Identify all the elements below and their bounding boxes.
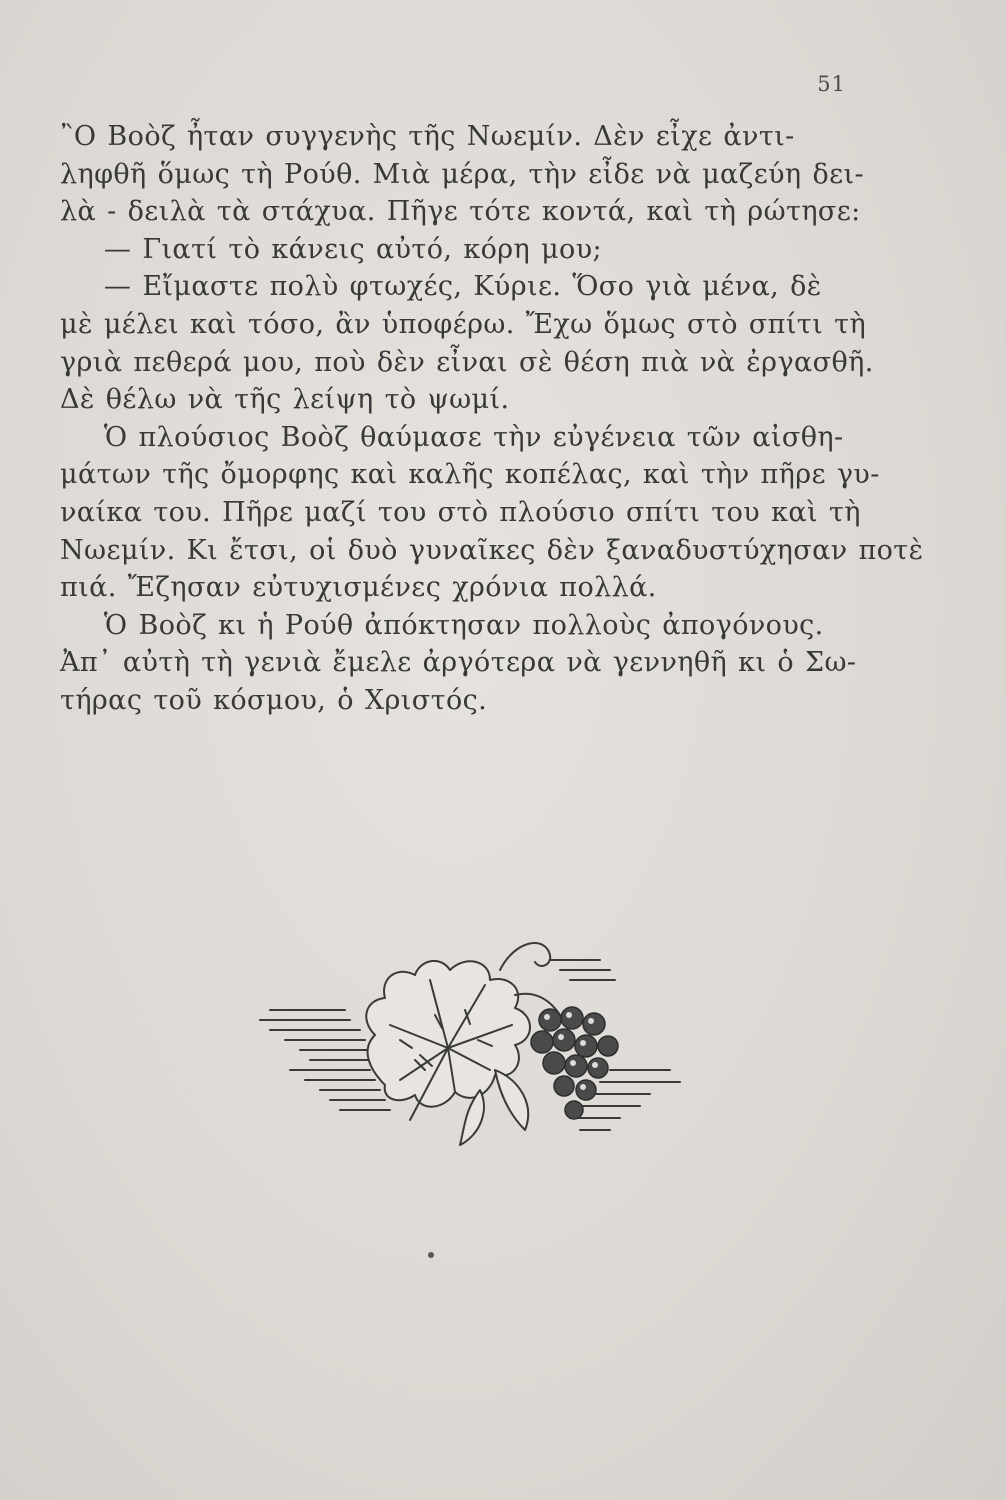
text-line: πιά. Ἔζησαν εὐτυχισμένες χρόνια πολλά.	[60, 572, 657, 604]
text-line: — Γιατί τὸ κάνεις αὐτό, κόρη μου;	[60, 233, 603, 265]
text-line: Νωεμίν. Κι ἔτσι, οἱ δυὸ γυναῖκες δὲν ξαναδυστύχησαν ποτὲ	[60, 534, 924, 566]
text-line: τήρας τοῦ κόσμου, ὁ Χριστός.	[60, 684, 488, 716]
ink-speck	[428, 1252, 434, 1258]
text-line: Ὁ πλούσιος Βοὸζ θαύμασε τὴν εὐγένεια τῶν αἰσθη-	[60, 421, 844, 453]
text-line: Ἀπ᾿ αὐτὴ τὴ γενιὰ ἔμελε ἀργότερα νὰ γεννηθῆ κι ὁ Σω-	[60, 647, 857, 679]
text-line: ῍Ο Βοὸζ ἦταν συγγενὴς τῆς Νωεμίν. Δὲν εἶχε ἀντι-	[60, 121, 795, 152]
grapevine-ornament-icon	[250, 920, 790, 1180]
page-number: 51	[817, 72, 846, 96]
text-line: ληφθῆ ὅμως τὴ Ρούθ. Μιὰ μέρα, τὴν εἶδε νὰ μαζεύη δει-	[60, 158, 865, 190]
text-line: μάτων τῆς ὄμορφης καὶ καλῆς κοπέλας, καὶ τὴν πῆρε γυ-	[60, 459, 880, 491]
text-line: γριὰ πεθερά μου, ποὺ δὲν εἶναι σὲ θέση πιὰ νὰ ἐργασθῆ.	[60, 346, 874, 378]
text-line: — Εἴμαστε πολὺ φτωχές, Κύριε. Ὅσο γιὰ μένα, δὲ	[60, 271, 822, 303]
text-line: λὰ - δειλὰ τὰ στάχυα. Πῆγε τότε κοντά, καὶ τὴ ρώτησε:	[60, 196, 861, 228]
text-line: μὲ μέλει καὶ τόσο, ἂν ὑποφέρω. Ἔχω ὅμως στὸ σπίτι τὴ	[60, 308, 867, 340]
text-line: Ὁ Βοὸζ κι ἡ Ρούθ ἀπόκτησαν πολλοὺς ἀπογόνους.	[60, 609, 824, 641]
text-line: ναίκα του. Πῆρε μαζί του στὸ πλούσιο σπίτι του καὶ τὴ	[60, 496, 861, 528]
text-line: Δὲ θέλω νὰ τῆς λείψη τὸ ψωμί.	[60, 384, 510, 416]
story-text	[60, 118, 924, 720]
